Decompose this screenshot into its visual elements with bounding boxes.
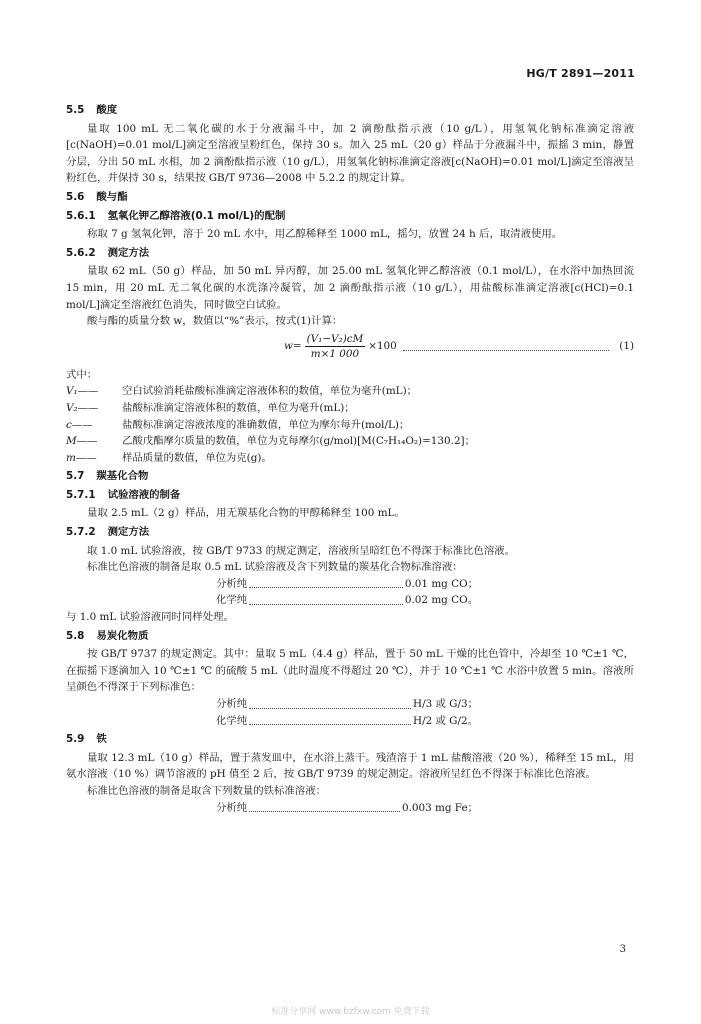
section-number: 5.6 (66, 190, 85, 203)
section-title: 酸与酯 (96, 190, 128, 203)
paragraph: 量取 12.3 mL（10 g）样品，置于蒸发皿中，在水浴上蒸干。残渣溶于 1 mL 盐酸溶液（20 %），稀释至 15 mL，用氨水溶液（10 %）调节溶液的 pH 值至 2 后，按 GB/T 9739 的规定测定。溶液所呈红色不得深于标准比色溶液。 (66, 751, 634, 781)
section-title: 试验溶液的制备 (107, 488, 181, 501)
section-title: 氢氧化钾乙醇溶液(0.1 mol/L)的配制 (107, 209, 286, 222)
section-heading-5-7-2 (66, 524, 634, 541)
definition-row (66, 383, 634, 400)
definition-symbol: M—— (66, 435, 98, 448)
standard-code-header: HG/T 2891—2011 (526, 67, 635, 80)
leader-dots (249, 800, 400, 813)
formula-fraction (305, 332, 366, 361)
grade-value: H/2 或 G/2。 (413, 714, 478, 727)
paragraph: 量取 100 mL 无二氧化碳的水于分液漏斗中，加 2 滴酚酞指示液（10 g/L），用氢氧化钠标准滴定溶液[c(NaOH)=0.01 mol/L]滴定至溶液呈粉红色，保持 30 s。加入 25 mL（20 g）样品于分液漏斗中，振摇 3 min，静置分层，分出 50 mL 水相，加 2 滴酚酞指示液（10 g/L），用氢氧化钠标准滴定溶液[c(NaOH)=0.01 mol/L]滴定至溶液呈粉红色，并保持 30 s，结果按 GB/T 9736—2008 中 5.2.2 的规定计算。 (66, 122, 634, 185)
section-heading-5-5 (66, 102, 634, 119)
leader-dots (249, 696, 411, 709)
formula-denominator: m×1 000 (310, 347, 360, 360)
section-heading-5-7-1 (66, 487, 634, 504)
section-heading-5-9 (66, 731, 634, 748)
page-number: 3 (619, 944, 626, 955)
paragraph: 称取 7 g 氢氧化钾，溶于 20 mL 水中，用乙醇稀释至 1000 mL，摇匀，放置 24 h 后，取清液使用。 (87, 228, 563, 241)
leader-dots (403, 341, 610, 351)
paragraph: 酸与酯的质量分数 w，数值以“%”表示，按式(1)计算： (87, 315, 343, 328)
section-number: 5.7.2 (66, 526, 96, 539)
section-title: 酸度 (96, 104, 118, 116)
formula-suffix: ×100 (368, 339, 397, 352)
definition-text: 空白试验消耗盐酸标准滴定溶液体积的数值，单位为毫升(mL)； (122, 385, 418, 398)
section-number: 5.9 (66, 733, 85, 746)
grade-row (216, 576, 478, 593)
paragraph: 标准比色溶液的制备是取 0.5 mL 试验溶液及含下列数量的羰基化合物标准溶液： (87, 561, 463, 574)
paragraph: 与 1.0 mL 试验溶液同时同样处理。 (66, 611, 234, 624)
section-title: 易炭化物质 (96, 629, 149, 642)
paragraph: 量取 62 mL（50 g）样品，加 50 mL 异丙醇，加 25.00 mL 氢氧化钾乙醇溶液（0.1 mol/L），在水浴中加热回流 15 min，用 20 mL 无二氧化碳的水洗涤冷凝管，加 2 滴酚酞指示液（10 g/L），用盐酸标准滴定溶液[c(HCl)=0.1 mol/L]滴定至溶液红色消失，同时做空白试验。 (66, 265, 634, 311)
document-body (66, 100, 634, 816)
definition-text: 盐酸标准滴定溶液体积的数值，单位为毫升(mL)； (122, 401, 355, 414)
grade-value: H/3 或 G/3； (413, 698, 478, 710)
definition-text: 乙酸戊酯摩尔质量的数值，单位为克每摩尔(g/mol)[M(C₇H₁₄O₂)=130.2]； (122, 435, 476, 448)
grade-row (216, 592, 478, 609)
grade-row (216, 713, 478, 730)
footer-watermark: 标准分享网 www.bzfxw.com 免费下载 (271, 1007, 430, 1017)
leader-dots (249, 576, 403, 589)
leader-dots (249, 592, 403, 605)
definition-row (66, 417, 634, 434)
grade-value: 0.003 mg Fe； (401, 801, 478, 814)
section-title: 测定方法 (107, 246, 150, 259)
paragraph: 按 GB/T 9737 的规定测定。其中：量取 5 mL（4.4 g）样品，置于 50 mL 干燥的比色管中，冷却至 10 ℃±1 ℃，在振摇下逐滴加入 10 ℃±1 ℃ 的硫酸 5 mL（此时温度不得超过 20 ℃），并于 10 ℃±1 ℃ 水浴中放置 5 min。溶液所呈颜色不得深于下列标准色： (66, 648, 634, 694)
section-title: 测定方法 (107, 526, 150, 539)
section-title: 铁 (96, 733, 107, 746)
paragraph: 标准比色溶液的制备是取含下列数量的铁标准溶液： (87, 784, 326, 797)
grade-value: 0.02 mg CO。 (404, 594, 478, 607)
definition-row (66, 400, 634, 417)
grade-label: 化学纯 (216, 594, 248, 607)
section-title: 羰基化合物 (96, 470, 149, 483)
formula-number: (1) (619, 339, 634, 352)
definition-symbol: V₁—— (66, 385, 99, 398)
section-number: 5.8 (66, 629, 85, 642)
grade-value: 0.01 mg CO； (404, 577, 478, 590)
definition-row (66, 450, 634, 467)
formula-1 (66, 332, 634, 361)
section-number: 5.6.1 (66, 209, 96, 222)
section-number: 5.6.2 (66, 246, 96, 259)
definition-text: 样品质量的数值，单位为克(g)。 (122, 451, 272, 464)
definition-text: 盐酸标准滴定溶液浓度的准确数值，单位为摩尔每升(mol/L)； (122, 418, 410, 431)
where-label: 式中： (66, 368, 98, 381)
section-heading-5-6-1 (66, 208, 634, 225)
section-heading-5-6-2 (66, 245, 634, 262)
grade-row (216, 800, 478, 817)
leader-dots (249, 713, 411, 726)
definition-symbol: c—— (66, 418, 93, 431)
paragraph: 取 1.0 mL 试验溶液，按 GB/T 9733 的规定测定，溶液所呈暗红色不得深于标准比色溶液。 (87, 544, 516, 557)
definition-symbol: m—— (66, 451, 97, 464)
grade-label: 化学纯 (216, 714, 248, 727)
section-number: 5.7.1 (66, 488, 96, 501)
grade-label: 分析纯 (216, 801, 248, 814)
grade-label: 分析纯 (216, 698, 248, 710)
grade-label: 分析纯 (216, 577, 248, 590)
grade-row (216, 696, 478, 713)
paragraph: 量取 2.5 mL（2 g）样品，用无羰基化合物的甲醇稀释至 100 mL。 (87, 507, 405, 520)
formula-numerator: (V₁−V₂)cM (306, 332, 364, 345)
definition-symbol: V₂—— (66, 401, 99, 414)
section-number: 5.7 (66, 470, 85, 483)
section-heading-5-7 (66, 468, 634, 485)
section-heading-5-6 (66, 189, 634, 206)
section-number: 5.5 (66, 104, 85, 116)
definition-row (66, 433, 634, 450)
formula-expression (284, 332, 397, 361)
section-heading-5-8 (66, 628, 634, 645)
formula-lhs: w= (284, 339, 302, 352)
